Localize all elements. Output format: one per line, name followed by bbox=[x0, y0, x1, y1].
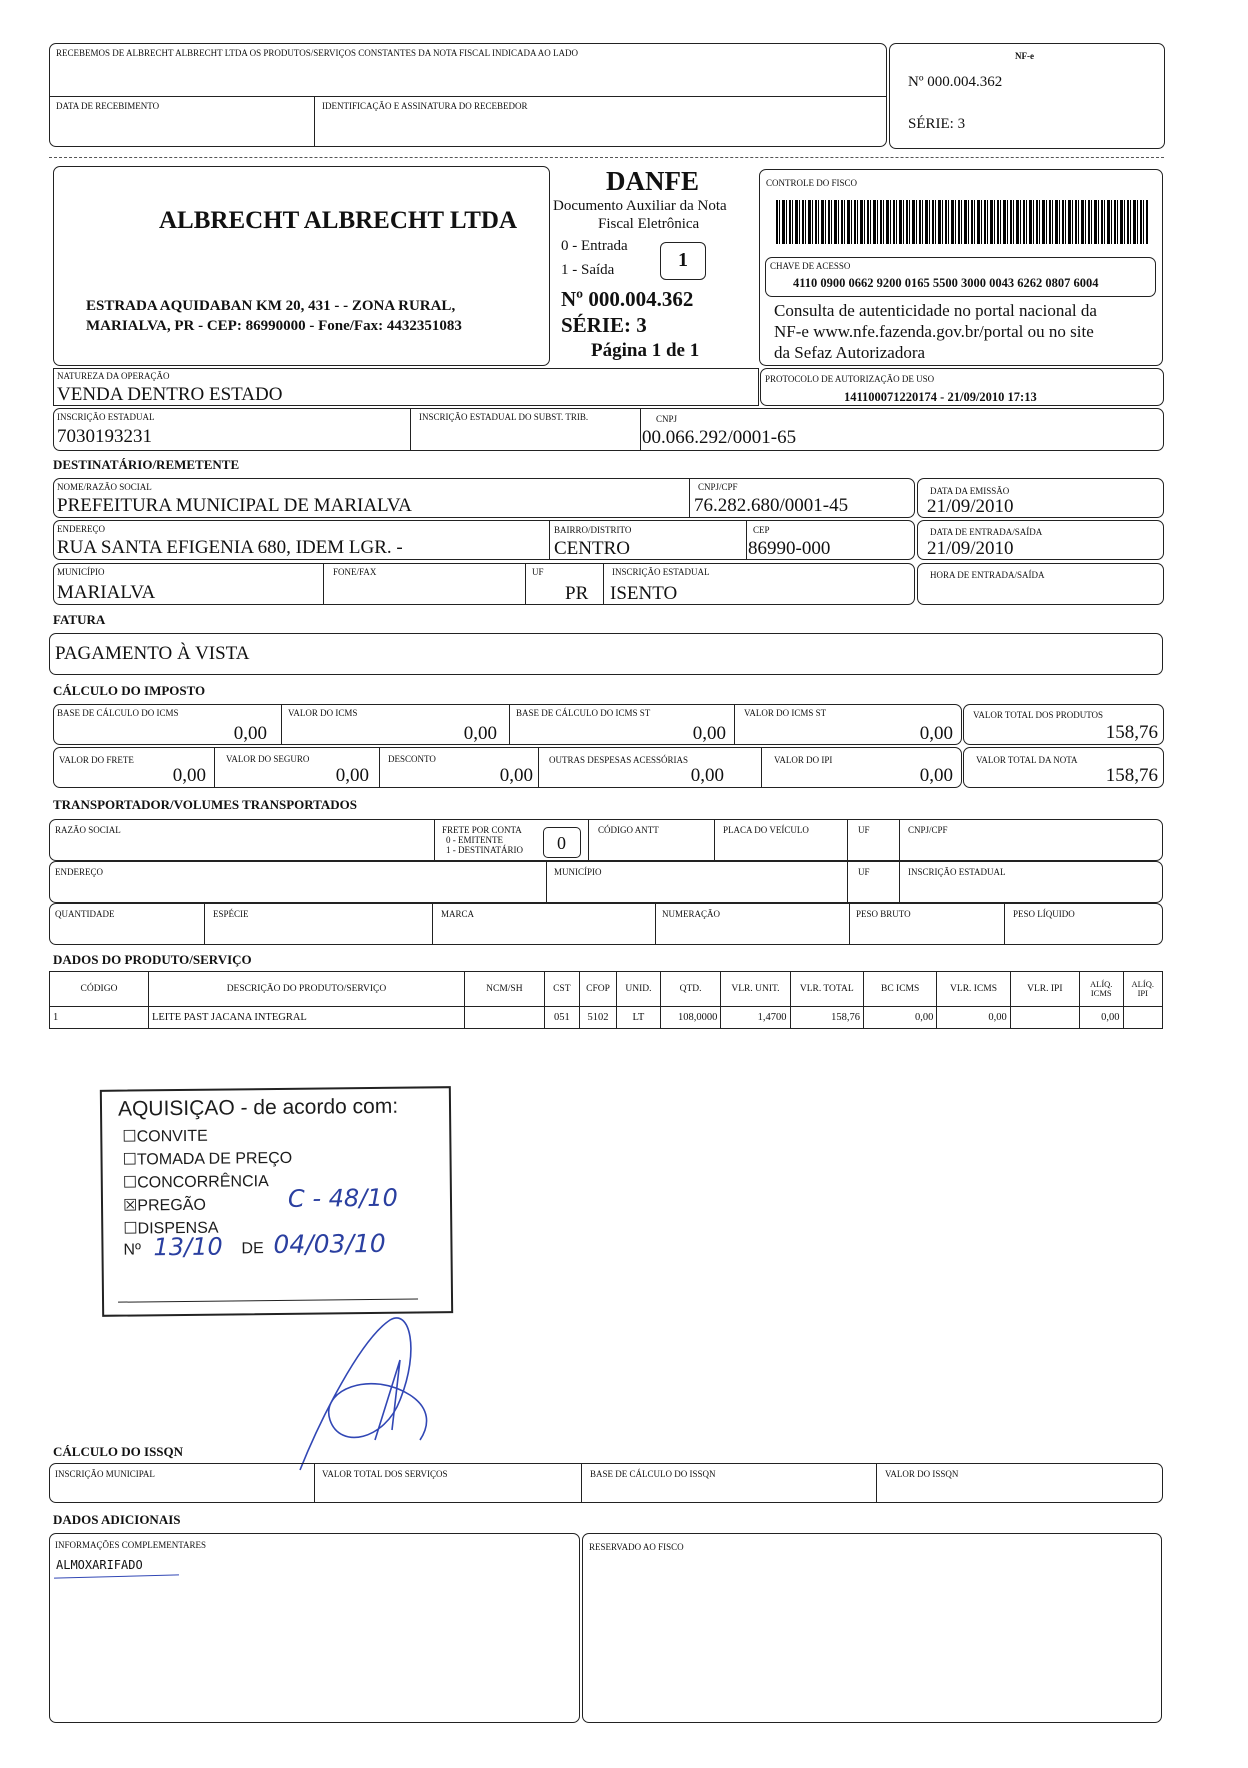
emitter-address-2: MARIALVA, PR - CEP: 86990000 - Fone/Fax: 4432351083 bbox=[86, 318, 462, 334]
barcode bbox=[776, 200, 1148, 244]
peso-bruto-label: PESO BRUTO bbox=[856, 909, 911, 919]
cell-codigo: 1 bbox=[50, 1007, 149, 1029]
handwritten-underline bbox=[54, 1574, 179, 1578]
stamp-opt-tomada-label: TOMADA DE PREÇO bbox=[136, 1149, 293, 1169]
info-complementares-box bbox=[49, 1533, 580, 1723]
cnpj-value: 00.066.292/0001-65 bbox=[642, 427, 797, 448]
danfe-saida: 1 - Saída bbox=[561, 262, 615, 278]
frete-conta-label: FRETE POR CONTA bbox=[442, 825, 522, 835]
frete-value: 0,00 bbox=[172, 765, 206, 786]
stub-serie: SÉRIE: 3 bbox=[908, 116, 966, 132]
consulta-line-1: Consulta de autenticidade no portal nacional da bbox=[774, 301, 1097, 320]
table-row bbox=[50, 1007, 1163, 1029]
products-table bbox=[49, 971, 1163, 1029]
valor-st-label: VALOR DO ICMS ST bbox=[744, 708, 827, 718]
col-aliq-ipi: ALÍQ. IPI bbox=[1123, 972, 1162, 1007]
desconto-value: 0,00 bbox=[499, 765, 533, 786]
dest-nome-label: NOME/RAZÃO SOCIAL bbox=[57, 482, 152, 492]
danfe-tipo-box bbox=[660, 242, 706, 280]
frete-label: VALOR DO FRETE bbox=[59, 755, 134, 765]
dest-ie-label: INSCRIÇÃO ESTADUAL bbox=[612, 567, 710, 577]
dest-row-3 bbox=[53, 563, 915, 605]
info-complementares-label: INFORMAÇÕES COMPLEMENTARES bbox=[55, 1540, 207, 1550]
dest-hora-label: HORA DE ENTRADA/SAÍDA bbox=[930, 570, 1045, 580]
total-nota-box bbox=[963, 747, 1164, 788]
stamp-no-value: 13/10 bbox=[153, 1232, 223, 1262]
receipt-text: RECEBEMOS DE ALBRECHT ALBRECHT LTDA OS PRODUTOS/SERVIÇOS CONSTANTES DA NOTA FISCAL INDICADA AO LADO bbox=[56, 48, 578, 58]
base-st-value: 0,00 bbox=[692, 723, 726, 744]
dest-ie-value: ISENTO bbox=[610, 583, 678, 604]
dest-cep-value: 86990-000 bbox=[748, 538, 831, 559]
transp-razao-label: RAZÃO SOCIAL bbox=[55, 825, 121, 835]
danfe-number: Nº 000.004.362 bbox=[561, 287, 694, 311]
dest-endereco-value: RUA SANTA EFIGENIA 680, IDEM LGR. - bbox=[57, 537, 403, 558]
transp-ie-label: INSCRIÇÃO ESTADUAL bbox=[908, 867, 1006, 877]
transp-cnpj-label: CNPJ/CPF bbox=[908, 825, 948, 835]
destinatario-section: DESTINATÁRIO/REMETENTE bbox=[53, 457, 240, 472]
stub-number: Nº 000.004.362 bbox=[908, 74, 1003, 90]
cell-cst: 051 bbox=[544, 1007, 579, 1029]
col-vlr-unit: VLR. UNIT. bbox=[721, 972, 790, 1007]
products-header-row bbox=[50, 972, 1163, 1007]
dest-bairro-value: CENTRO bbox=[554, 538, 630, 559]
transp-row-1 bbox=[49, 819, 1163, 861]
consulta-line-3: da Sefaz Autorizadora bbox=[774, 343, 926, 362]
cell-unid: LT bbox=[617, 1007, 661, 1029]
dest-fone-label: FONE/FAX bbox=[333, 567, 377, 577]
cell-aliq-ipi bbox=[1123, 1007, 1162, 1029]
outras-label: OUTRAS DESPESAS ACESSÓRIAS bbox=[549, 755, 689, 765]
transp-uf2-label: UF bbox=[858, 867, 870, 877]
ipi-value: 0,00 bbox=[919, 765, 953, 786]
stamp-opt-pregao bbox=[123, 1195, 206, 1216]
ie-label: INSCRIÇÃO ESTADUAL bbox=[57, 412, 155, 422]
natureza-value: VENDA DENTRO ESTADO bbox=[57, 384, 283, 405]
cell-qtd: 108,0000 bbox=[660, 1007, 721, 1029]
stamp-opt-convite-label: CONVITE bbox=[136, 1127, 208, 1146]
ipi-label: VALOR DO IPI bbox=[774, 755, 833, 765]
col-ncm: NCM/SH bbox=[464, 972, 544, 1007]
cell-bc-icms: 0,00 bbox=[863, 1007, 936, 1029]
valor-issqn-label: VALOR DO ISSQN bbox=[885, 1469, 959, 1479]
dest-emissao-box bbox=[917, 478, 1164, 518]
ie-st-label: INSCRIÇÃO ESTADUAL DO SUBST. TRIB. bbox=[419, 412, 589, 422]
natureza-box bbox=[53, 368, 759, 406]
col-descricao: DESCRIÇÃO DO PRODUTO/SERVIÇO bbox=[148, 972, 464, 1007]
col-bc-icms: BC ICMS bbox=[863, 972, 936, 1007]
im-label: INSCRIÇÃO MUNICIPAL bbox=[55, 1469, 155, 1479]
stamp-title: AQUISIÇAO - de acordo com: bbox=[117, 1094, 399, 1121]
valor-icms-value: 0,00 bbox=[463, 723, 497, 744]
pregao-ref: C - 48/10 bbox=[287, 1183, 398, 1213]
stamp-opt-dispensa-label: DISPENSA bbox=[137, 1219, 219, 1238]
col-vlr-total: VLR. TOTAL bbox=[790, 972, 863, 1007]
dest-municipio-value: MARIALVA bbox=[57, 582, 156, 603]
reservado-fisco-label: RESERVADO AO FISCO bbox=[589, 1542, 684, 1552]
stub-nfe-box bbox=[889, 43, 1165, 149]
cell-aliq-icms: 0,00 bbox=[1079, 1007, 1123, 1029]
dest-row-2 bbox=[53, 520, 915, 560]
emitter-name: ALBRECHT ALBRECHT LTDA bbox=[159, 207, 517, 234]
produtos-section: DADOS DO PRODUTO/SERVIÇO bbox=[53, 952, 252, 967]
transp-uf-label: UF bbox=[858, 825, 870, 835]
danfe-page: Página 1 de 1 bbox=[591, 340, 700, 361]
signature-scribble bbox=[280, 1300, 480, 1480]
stamp-opt-convite: ☐CONVITE bbox=[122, 1127, 208, 1146]
acquisition-stamp bbox=[100, 1086, 453, 1317]
col-vlr-icms: VLR. ICMS bbox=[937, 972, 1010, 1007]
col-cfop: CFOP bbox=[579, 972, 616, 1007]
adicionais-section: DADOS ADICIONAIS bbox=[53, 1512, 181, 1527]
checked-box-icon: ☒ bbox=[122, 1197, 138, 1215]
transp-endereco-label: ENDEREÇO bbox=[55, 867, 103, 877]
base-icms-value: 0,00 bbox=[233, 723, 267, 744]
natureza-label: NATUREZA DA OPERAÇÃO bbox=[57, 371, 170, 381]
valor-icms-label: VALOR DO ICMS bbox=[288, 708, 358, 718]
col-qtd: QTD. bbox=[660, 972, 721, 1007]
outras-value: 0,00 bbox=[690, 765, 724, 786]
stamp-date-value: 04/03/10 bbox=[273, 1228, 386, 1260]
inscricao-row bbox=[53, 408, 1164, 451]
col-aliq-icms: ALÍQ. ICMS bbox=[1079, 972, 1123, 1007]
placa-label: PLACA DO VEÍCULO bbox=[723, 825, 809, 835]
dest-cnpj-value: 76.282.680/0001-45 bbox=[694, 495, 849, 516]
signature-label: IDENTIFICAÇÃO E ASSINATURA DO RECEBEDOR bbox=[322, 101, 528, 111]
cut-line bbox=[49, 157, 1164, 158]
stub-nfe-label: NF-e bbox=[1015, 51, 1034, 61]
desconto-label: DESCONTO bbox=[388, 754, 436, 764]
dest-municipio-label: MUNICÍPIO bbox=[57, 567, 105, 577]
cell-vlr-unit: 1,4700 bbox=[721, 1007, 790, 1029]
emitter-box bbox=[53, 166, 550, 366]
col-codigo: CÓDIGO bbox=[50, 972, 149, 1007]
antt-label: CÓDIGO ANTT bbox=[598, 825, 659, 835]
seguro-value: 0,00 bbox=[335, 765, 369, 786]
stamp-opt-pregao-label: PREGÃO bbox=[137, 1196, 206, 1215]
danfe-title: DANFE bbox=[606, 166, 699, 196]
col-cst: CST bbox=[544, 972, 579, 1007]
total-nota-label: VALOR TOTAL DA NOTA bbox=[976, 755, 1078, 765]
dest-hora-box bbox=[917, 563, 1164, 605]
cell-cfop: 5102 bbox=[579, 1007, 616, 1029]
total-produtos-value: 158,76 bbox=[1105, 722, 1158, 743]
cell-descricao: LEITE PAST JACANA INTEGRAL bbox=[148, 1007, 464, 1029]
danfe-subtitle-2: Fiscal Eletrônica bbox=[598, 216, 700, 232]
transp-row-3 bbox=[49, 903, 1163, 945]
dest-nome-value: PREFEITURA MUNICIPAL DE MARIALVA bbox=[57, 495, 412, 516]
peso-liquido-label: PESO LÍQUIDO bbox=[1013, 909, 1075, 919]
dest-emissao-value: 21/09/2010 bbox=[927, 496, 1014, 517]
imposto-row-2 bbox=[53, 747, 962, 788]
total-servicos-label: VALOR TOTAL DOS SERVIÇOS bbox=[322, 1469, 448, 1479]
receipt-stub bbox=[49, 43, 887, 147]
col-unid: UNID. bbox=[617, 972, 661, 1007]
cell-ncm bbox=[464, 1007, 544, 1029]
base-icms-label: BASE DE CÁLCULO DO ICMS bbox=[57, 708, 179, 718]
issqn-section: CÁLCULO DO ISSQN bbox=[53, 1444, 184, 1459]
chave-value: 4110 0900 0662 9200 0165 5500 3000 0043 6262 0807 6004 bbox=[793, 276, 1099, 290]
cell-vlr-ipi bbox=[1010, 1007, 1079, 1029]
dest-cep-label: CEP bbox=[753, 525, 770, 535]
imposto-row-1 bbox=[53, 704, 962, 745]
danfe-subtitle-1: Documento Auxiliar da Nota bbox=[553, 198, 727, 214]
dest-entrada-value: 21/09/2010 bbox=[927, 538, 1014, 559]
transportador-section: TRANSPORTADOR/VOLUMES TRANSPORTADOS bbox=[53, 797, 358, 812]
numeracao-label: NUMERAÇÃO bbox=[662, 909, 721, 919]
issqn-row bbox=[49, 1463, 1163, 1503]
dest-cnpj-label: CNPJ/CPF bbox=[698, 482, 738, 492]
ie-value: 7030193231 bbox=[57, 426, 152, 447]
col-vlr-ipi: VLR. IPI bbox=[1010, 972, 1079, 1007]
dest-bairro-label: BAIRRO/DISTRITO bbox=[554, 525, 632, 535]
stamp-opt-dispensa: ☐DISPENSA bbox=[123, 1219, 219, 1238]
chave-box bbox=[765, 257, 1156, 297]
stamp-no-prefix: Nº bbox=[123, 1241, 141, 1259]
reservado-fisco-box bbox=[582, 1533, 1162, 1723]
transp-municipio-label: MUNICÍPIO bbox=[554, 867, 602, 877]
frete-value-box bbox=[543, 827, 581, 858]
danfe-serie: SÉRIE: 3 bbox=[561, 313, 647, 337]
fatura-box bbox=[49, 633, 1163, 675]
valor-st-value: 0,00 bbox=[919, 723, 953, 744]
base-issqn-label: BASE DE CÁLCULO DO ISSQN bbox=[590, 1469, 716, 1479]
dest-entrada-box bbox=[917, 520, 1164, 560]
info-complementares-value: ALMOXARIFADO bbox=[56, 1558, 143, 1572]
base-st-label: BASE DE CÁLCULO DO ICMS ST bbox=[516, 708, 651, 718]
total-produtos-label: VALOR TOTAL DOS PRODUTOS bbox=[973, 710, 1104, 720]
stamp-opt-concorrencia: ☐CONCORRÊNCIA bbox=[122, 1173, 269, 1192]
cell-vlr-icms: 0,00 bbox=[937, 1007, 1010, 1029]
frete-opt0: 0 - EMITENTE bbox=[446, 835, 503, 845]
total-produtos-box bbox=[963, 704, 1164, 745]
danfe-block bbox=[551, 166, 758, 366]
protocolo-box bbox=[760, 368, 1164, 406]
imposto-section: CÁLCULO DO IMPOSTO bbox=[53, 683, 206, 698]
total-nota-value: 158,76 bbox=[1105, 765, 1158, 786]
dest-entrada-label: DATA DE ENTRADA/SAÍDA bbox=[930, 527, 1043, 537]
dest-endereco-label: ENDEREÇO bbox=[57, 524, 105, 534]
protocolo-value: 141100071220174 - 21/09/2010 17:13 bbox=[844, 390, 1037, 404]
stamp-opt-concorrencia-label: CONCORRÊNCIA bbox=[137, 1173, 269, 1192]
seguro-label: VALOR DO SEGURO bbox=[226, 754, 310, 764]
marca-label: MARCA bbox=[441, 909, 475, 919]
dest-row-1 bbox=[53, 478, 915, 518]
cell-vlr-total: 158,76 bbox=[790, 1007, 863, 1029]
controle-fisco-label: CONTROLE DO FISCO bbox=[766, 178, 858, 188]
fatura-value: PAGAMENTO À VISTA bbox=[55, 643, 250, 664]
danfe-tipo-value: 1 bbox=[678, 249, 688, 271]
dest-uf-value: PR bbox=[565, 583, 589, 604]
stamp-opt-tomada: ☐TOMADA DE PREÇO bbox=[122, 1149, 293, 1169]
fatura-section: FATURA bbox=[53, 612, 106, 627]
consulta-line-2: NF-e www.nfe.fazenda.gov.br/portal ou no site bbox=[774, 322, 1094, 341]
quantidade-label: QUANTIDADE bbox=[55, 909, 115, 919]
emitter-address-1: ESTRADA AQUIDABAN KM 20, 431 - - ZONA RURAL, bbox=[86, 298, 456, 314]
protocolo-label: PROTOCOLO DE AUTORIZAÇÃO DE USO bbox=[765, 374, 935, 384]
frete-value: 0 bbox=[557, 833, 566, 853]
stamp-de-label: DE bbox=[241, 1240, 264, 1258]
danfe-entrada: 0 - Entrada bbox=[561, 238, 628, 254]
dest-emissao-label: DATA DA EMISSÃO bbox=[930, 486, 1010, 496]
dest-uf-label: UF bbox=[532, 567, 544, 577]
fisco-box bbox=[759, 169, 1163, 366]
especie-label: ESPÉCIE bbox=[213, 909, 249, 919]
chave-label: CHAVE DE ACESSO bbox=[770, 261, 851, 271]
transp-row-2 bbox=[49, 861, 1163, 903]
frete-opt1: 1 - DESTINATÁRIO bbox=[446, 845, 523, 855]
date-received-label: DATA DE RECEBIMENTO bbox=[56, 101, 160, 111]
cnpj-label: CNPJ bbox=[656, 414, 678, 424]
